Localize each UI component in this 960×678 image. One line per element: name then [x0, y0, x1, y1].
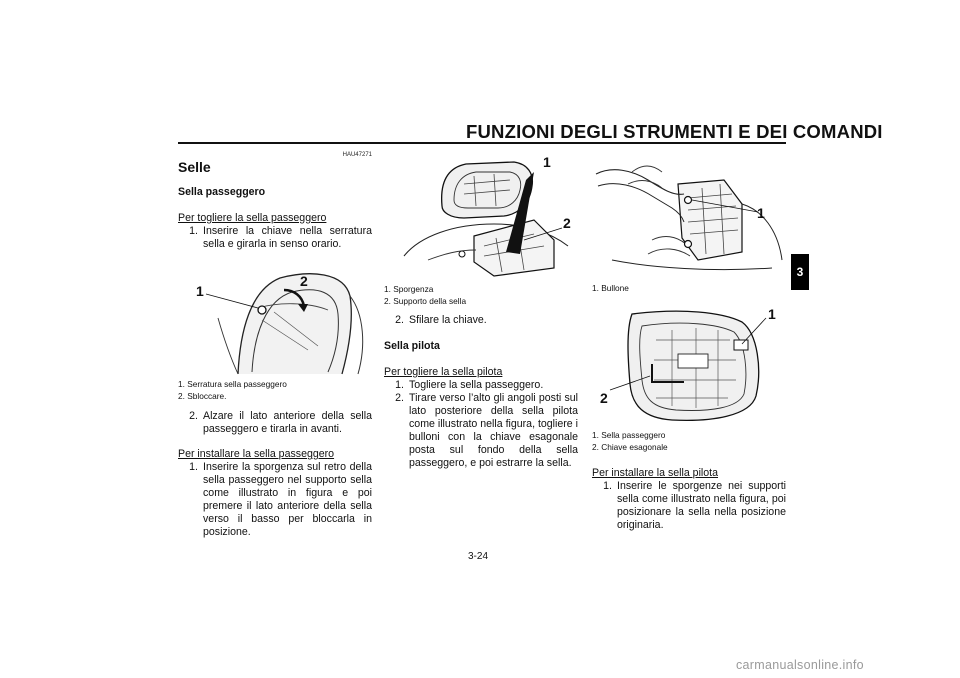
step-text: Sfilare la chiave.: [409, 314, 487, 326]
figure-seat-underside: [592, 300, 786, 426]
caption-line: 2. Chiave esagonale: [592, 441, 668, 452]
step-item: [178, 225, 372, 251]
chapter-tab[interactable]: 3: [791, 254, 809, 290]
figure-caption: [592, 283, 786, 295]
step-text: Togliere la sella passeggero.: [409, 379, 544, 391]
step-number: 2.: [189, 410, 198, 422]
step-number: 1.: [395, 379, 404, 391]
figure-seat-bracket: [384, 150, 578, 284]
heading-remove-passenger-seat: Per togliere la sella passeggero: [178, 212, 327, 224]
callout-number: 1: [543, 154, 551, 170]
caption-line: 1. Sella passeggero: [592, 430, 666, 440]
caption-line: 2. Sbloccare.: [178, 390, 227, 401]
step-number: 2.: [395, 392, 404, 404]
callout-number: 1: [768, 306, 776, 322]
column-3-text: [592, 467, 786, 532]
caption-line: 2. Supporto della sella: [384, 295, 467, 306]
step-text: Inserire la chiave nella serratura sella e girarla in senso orario.: [203, 225, 372, 250]
step-number: 2.: [395, 314, 404, 326]
heading-install-passenger-seat: Per installare la sella passeggero: [178, 448, 335, 460]
step-item: [384, 314, 578, 327]
callout-number: 2: [600, 390, 608, 406]
step-item: [178, 410, 372, 436]
figure-caption: [384, 284, 578, 307]
subheading-rider-seat: Sella pilota: [384, 340, 440, 352]
column-2-text: [384, 314, 578, 470]
column-1-bottom: [178, 410, 372, 539]
heading-remove-rider-seat: Per togliere la sella pilota: [384, 366, 503, 378]
step-item: [592, 480, 786, 532]
step-item: [384, 392, 578, 470]
step-text: Alzare il lato anteriore della sella passeggero e tirarla in avanti.: [203, 410, 372, 435]
step-number: 1.: [603, 480, 612, 492]
caption-line: 1. Serratura sella passeggero: [178, 379, 287, 389]
subheading-passenger-seat: Sella passeggero: [178, 186, 266, 198]
callout-number: 1: [757, 205, 765, 221]
caption-line: 1. Sporgenza: [384, 284, 434, 294]
heading-install-rider-seat: Per installare la sella pilota: [592, 467, 719, 479]
document-code: HAU47271: [342, 152, 372, 158]
figure-seat-lock: [178, 262, 372, 378]
callout-number: 2: [563, 215, 571, 231]
watermark: carmanualsonline.info: [736, 658, 864, 672]
figure-caption: [178, 379, 372, 402]
section-title: Selle: [178, 159, 211, 175]
step-text: Inserire le sporgenze nei supporti sella come illustrato nella figura, poi posizionare la sella nella posizione originaria.: [617, 480, 786, 531]
step-number: 1.: [189, 461, 198, 473]
callout-number: 1: [196, 283, 204, 299]
step-item: [384, 379, 578, 392]
step-text: Tirare verso l’alto gli angoli posti sul lato posteriore della sella pilota come illustrato nella figura, togliere i bulloni con la chiave esagonale posta sul fondo della sella passeggero, e poi estrarre la sella.: [409, 392, 578, 469]
page-header-title: FUNZIONI DEGLI STRUMENTI E DEI COMANDI: [466, 121, 883, 142]
header-rule: [178, 142, 786, 144]
page-number: 3-24: [468, 551, 489, 562]
figure-caption: [592, 430, 786, 453]
callout-number: 2: [300, 273, 308, 289]
step-item: [178, 461, 372, 539]
caption-line: 1. Bullone: [592, 283, 629, 293]
step-number: 1.: [189, 225, 198, 237]
step-text: Inserire la sporgenza sul retro della sella passeggero nel supporto sella come illustrato in figura e poi premere il lato anteriore della sella verso il basso per bloccarla in posizione.: [203, 461, 372, 538]
column-1-top: [178, 186, 372, 251]
